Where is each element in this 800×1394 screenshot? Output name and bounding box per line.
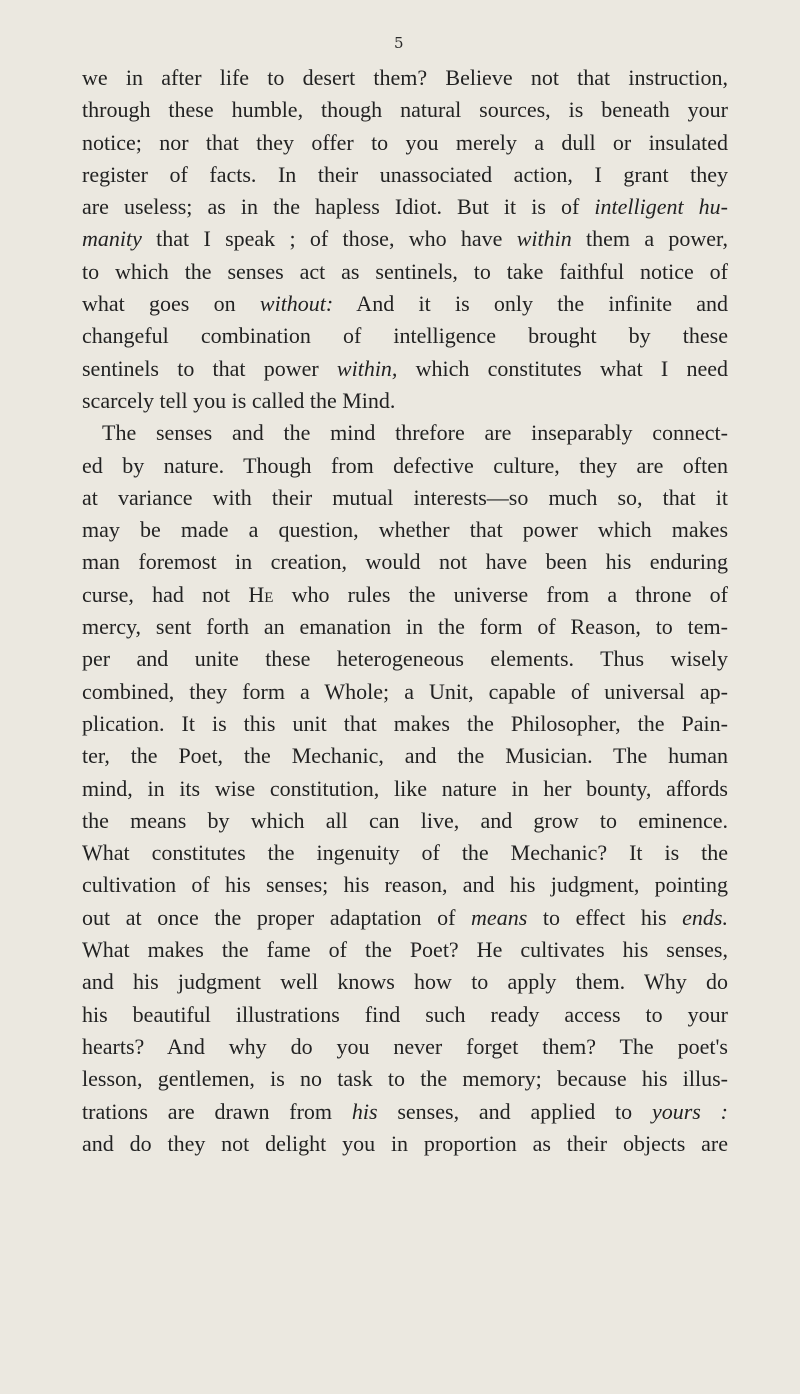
text-line	[82, 1063, 728, 1095]
text-line	[82, 643, 728, 675]
text-segment: who rules the universe from a throne of	[273, 581, 728, 607]
text-segment: ter, the Poet, the Mechanic, and the Musician. The human	[82, 743, 728, 769]
text-line	[82, 482, 728, 514]
text-segment: What constitutes the ingenuity of the Mechanic? It is the	[82, 840, 728, 866]
text-line	[82, 773, 728, 805]
text-segment: yours :	[651, 1098, 728, 1124]
text-line	[82, 676, 728, 708]
text-segment: his beautiful illustrations find such ready access to your	[82, 1001, 728, 1027]
text-segment: man foremost in creation, would not have been his enduring	[82, 549, 728, 575]
text-segment: plication. It is this unit that makes the Philosopher, the Pain-	[82, 710, 728, 736]
text-segment: within,	[336, 355, 398, 381]
text-segment: and do they not delight you in proportion as their objects are	[82, 1130, 728, 1156]
text-line	[82, 320, 728, 352]
body-text	[82, 62, 728, 1160]
text-line	[82, 127, 728, 159]
text-line	[82, 256, 728, 288]
text-segment: intelligent hu-	[594, 194, 729, 220]
text-segment: lesson, gentlemen, is no task to the memory; because his illus-	[82, 1066, 728, 1092]
text-line	[82, 966, 728, 998]
text-line	[82, 62, 728, 94]
text-line	[82, 417, 728, 449]
text-line	[82, 902, 728, 934]
text-segment: mind, in its wise constitution, like nature in her bounty, affords	[82, 775, 728, 801]
text-line	[82, 1128, 728, 1160]
text-segment: senses, and applied to	[377, 1098, 652, 1124]
text-line	[82, 223, 728, 255]
text-segment: the means by which all can live, and grow to eminence.	[82, 807, 728, 833]
text-segment: per and unite these heterogeneous elements. Thus wisely	[82, 646, 728, 672]
text-segment: mercy, sent forth an emanation in the form of Reason, to tem-	[82, 614, 728, 640]
text-segment: trations are drawn from	[82, 1098, 352, 1124]
text-segment: means	[471, 904, 528, 930]
text-line	[82, 1096, 728, 1128]
text-line	[82, 450, 728, 482]
text-segment: manity	[82, 226, 142, 252]
text-segment: which constitutes what I need	[397, 355, 728, 381]
text-line	[82, 611, 728, 643]
text-segment: within	[516, 226, 572, 252]
text-line	[82, 869, 728, 901]
text-line	[82, 191, 728, 223]
text-segment: sentinels to that power	[82, 355, 337, 381]
text-segment: hearts? And why do you never forget them? The poet's	[82, 1033, 728, 1059]
text-segment: to effect his	[527, 904, 683, 930]
text-line	[82, 353, 728, 385]
text-line	[82, 385, 728, 417]
text-segment: may be made a question, whether that power which makes	[82, 517, 728, 543]
text-segment: And it is only the infinite and	[333, 291, 728, 317]
text-segment: What makes the fame of the Poet? He cultivates his senses,	[82, 937, 728, 963]
text-segment: without:	[259, 291, 334, 317]
text-segment: and his judgment well knows how to apply them. Why do	[82, 969, 728, 995]
text-segment: notice; nor that they offer to you merely a dull or insulated	[82, 129, 728, 155]
text-segment: changeful combination of intelligence brought by these	[82, 323, 728, 349]
text-line	[82, 514, 728, 546]
text-line	[82, 837, 728, 869]
text-segment: The senses and the mind threfore are inseparably connect-	[102, 420, 728, 446]
text-segment: his	[351, 1098, 378, 1124]
text-line	[82, 159, 728, 191]
text-line	[82, 579, 728, 611]
text-line	[82, 934, 728, 966]
text-segment: to which the senses act as sentinels, to take faithful notice of	[82, 258, 728, 284]
text-segment: combined, they form a Whole; a Unit, capable of universal ap-	[82, 678, 728, 704]
text-line	[82, 94, 728, 126]
text-segment: that I speak ; of those, who have	[141, 226, 517, 252]
page-number: 5	[394, 34, 404, 52]
text-segment: scarcely tell you is called the Mind.	[82, 387, 396, 413]
text-segment: through these humble, though natural sources, is beneath your	[82, 97, 728, 123]
text-line	[82, 805, 728, 837]
text-line	[82, 1031, 728, 1063]
text-line	[82, 546, 728, 578]
text-line	[82, 708, 728, 740]
text-segment: we in after life to desert them? Believe not that instruction,	[82, 65, 728, 90]
text-segment: He	[248, 581, 274, 607]
text-line	[82, 999, 728, 1031]
text-line	[82, 740, 728, 772]
text-segment: ends.	[682, 904, 728, 930]
text-segment: curse, had not	[82, 581, 249, 607]
text-segment: are useless; as in the hapless Idiot. But it is of	[82, 194, 595, 220]
text-segment: ed by nature. Though from defective culture, they are often	[82, 452, 728, 478]
text-segment: what goes on	[82, 291, 260, 317]
text-segment: cultivation of his senses; his reason, and his judgment, pointing	[82, 872, 728, 898]
text-line	[82, 288, 728, 320]
text-segment: out at once the proper adaptation of	[82, 904, 472, 930]
text-segment: at variance with their mutual interests—so much so, that it	[82, 484, 728, 510]
text-segment: register of facts. In their unassociated action, I grant they	[82, 161, 728, 187]
text-segment: them a power,	[571, 226, 729, 252]
